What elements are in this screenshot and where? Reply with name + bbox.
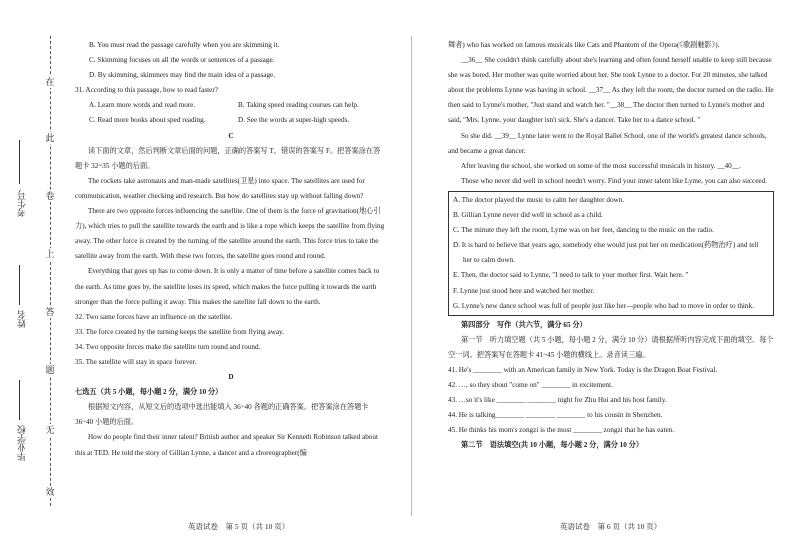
option-item: B. Gillian Lynne never did well in school as a child. bbox=[453, 211, 603, 220]
page-5-footer: 英语试卷 第 5 页（共 10 页） bbox=[188, 522, 290, 531]
seal-char: 题 bbox=[45, 365, 55, 375]
text-line: 根据短文内容，从短文后的选项中选出能填入 36~40 各题的正确答案。把答案涂在答题卡 36~40 小题的后面。 bbox=[75, 403, 369, 427]
name-line bbox=[19, 265, 20, 305]
page-5-column bbox=[75, 38, 387, 461]
label-school: 毕业学校 bbox=[17, 425, 27, 461]
text-line: 33. The force created by the turning keeps the satellite from flying away. bbox=[75, 327, 284, 336]
option-item: C. The minute they left the room, Lyme was on her feet, dancing to the music on the radio. bbox=[453, 226, 714, 235]
text-line: C bbox=[228, 131, 234, 140]
text-line: 31. According to this passage, how to read faster? bbox=[75, 86, 218, 95]
text-line: 第二节 语法填空(共 10 小题，每小题 2 分，满分 10 分） bbox=[460, 441, 644, 450]
label-name: 姓名 bbox=[17, 310, 27, 328]
text-line: 42. …, so they shout "come on" ________ in excitement. bbox=[448, 381, 613, 390]
seal-char: 无 bbox=[45, 425, 55, 435]
answer-option: B. Taking speed reading courses can help. bbox=[238, 101, 359, 110]
text-line: There are two opposite forces influencing the satellite. One of them is the force of gravitation(地心引力), which tries to pull the satellite towards the earth and is like a rope which keeps the satellite from flying away. The other force is created by the turning of the satellite around the earth. This force tries to take the satellite away from the earth. With these two forces, the satellite goes round and round. bbox=[75, 207, 385, 261]
text-line: C. Skimming focuses on all the words or sentences of a passage. bbox=[89, 56, 275, 65]
school-line bbox=[19, 380, 20, 420]
text-line: The rockets take astronauts and man-made satellites(卫星) into space. The satellites are used for communication, weather checking and research. But how do satellites stay up without falling down? bbox=[75, 176, 365, 200]
page-6-footer: 英语试卷 第 6 页（共 10 页） bbox=[560, 522, 662, 531]
text-line: 43. …so it's like ________ ________ night for Zhu Hui and his host family. bbox=[448, 396, 667, 405]
label-candidate-number: 考生号 bbox=[17, 190, 27, 217]
option-row bbox=[75, 98, 387, 113]
seal-char: 卷 bbox=[45, 191, 55, 201]
page-divider bbox=[411, 36, 412, 516]
option-item: D. It is hard to believe that years ago, somebody else would just put her on medication(药物治疗) and tell her to calm down. bbox=[453, 241, 759, 265]
text-line: __36__ She couldn't think carefully about she's learning and often found herself unable to keep still because she was bored. Her mother was quite worried about her. She took Lynne to a doctor. For 20 minutes, she talked about the problems Lynne was having in school. __37__ As they left the room, the doctor turned on the radio. He then said to Lynne's mother, "Just stand and watch her. "__38__ The doctor then turned to Lynne's mother and said, "Mrs. Lynne, your daughter isn't sick. She's a dancer. Take her to a dance school. " bbox=[448, 56, 774, 125]
seal-char: 此 bbox=[45, 133, 55, 143]
text-line: Everything that goes up has to come down. It is only a matter of time before a satellite comes back to the earth. As time goes by, the satellite loses its speed, which makes the force pulling it towards the earth stronger than the force pulling it away. This makes the satellite fall down to the earth. bbox=[75, 267, 380, 306]
text-line: 七选五（共 5 小题，每小题 2 分，满分 10 分） bbox=[75, 388, 223, 397]
answer-option: D. See the words at super-high speeds. bbox=[238, 116, 350, 125]
text-line: 32. Two same forces have an influence on the satellite. bbox=[75, 312, 233, 321]
text-line: D bbox=[228, 373, 234, 382]
seal-char: 在 bbox=[45, 77, 55, 87]
page-6-column bbox=[448, 38, 774, 454]
text-line: How do people find their inner talent? British author and speaker Sir Kenneth Robinson talked about this at TED. He told the story of Gillian Lynne, a dancer and a choreographer(编 bbox=[75, 433, 378, 457]
text-line: 44. He is talking________ ________ ________ to his cousin in Shenzhen. bbox=[448, 411, 663, 420]
text-line: B. You must read the passage carefully when you are skimming it. bbox=[89, 41, 280, 49]
answer-option: C. Read more books about sped reading. bbox=[89, 116, 206, 125]
seal-char: 上 bbox=[45, 249, 55, 259]
text-line: D. By skimming, skimmers may find the main idea of a passage. bbox=[89, 71, 276, 80]
option-item: G. Lynne's new dance school was full of people just like her—people who had to move in order to think. bbox=[453, 301, 754, 310]
text-line: So she did. __39__ Lynne later went to the Royal Ballet School, one of the world's greatest dance schools, and became a great dancer. bbox=[448, 131, 767, 155]
text-line: 45. He thinks his mom's zongzi is the most ________ zongzi that he has eaten. bbox=[448, 426, 675, 435]
text-line: 41. He's ________ with an American family in New York. Today is the Dragon Boat Festival. bbox=[448, 365, 718, 374]
text-line: After leaving the school, she worked on some of the most successful musicals in history. __40__. bbox=[460, 161, 741, 170]
option-item: A. The doctor played the music to calm her daughter down. bbox=[453, 195, 625, 204]
text-line: 读下面的文章，然后判断文章后面的问题，正确的答案写 T，错误的答案写 F。把答案涂在答题卡 32~35 小题的后面。 bbox=[75, 146, 381, 170]
text-line: 第四部分 写作（共六节，满分 65 分） bbox=[460, 320, 587, 329]
seal-char: 答 bbox=[45, 307, 55, 317]
text-line: 35. The satellite will stay in space forever. bbox=[75, 357, 197, 366]
options-box bbox=[448, 191, 774, 316]
candidate-number-line bbox=[19, 140, 20, 184]
text-line: 第一节 听力填空题（共 5 小题，每小题 2 分，满分 10 分）请根据所听内容完成下面的填空。每个空一词。把答案写在答题卡 41~45 小题的横线上。录音读三遍。 bbox=[448, 335, 774, 359]
seal-margin bbox=[0, 0, 70, 560]
option-item: E. Then, the doctor said to Lynne, "I need to talk to your mother first. Wait here. " bbox=[453, 271, 689, 280]
option-row bbox=[75, 113, 387, 128]
answer-option: A. Learn more words and read more. bbox=[89, 101, 196, 110]
option-item: F. Lynne just stood here and watched her mother. bbox=[453, 286, 595, 295]
seal-char: 效 bbox=[45, 487, 55, 497]
text-line: 34. Two opposite forces make the satellite turn round and round. bbox=[75, 342, 261, 351]
text-line: Those who never did well in school needn't worry. Find your inner talent like Lyme, you can also succeed. bbox=[460, 176, 767, 185]
text-line: 舞者) who has worked on famous musicals like Cats and Phantom of the Opera(《歌剧魅影》). bbox=[448, 41, 720, 49]
